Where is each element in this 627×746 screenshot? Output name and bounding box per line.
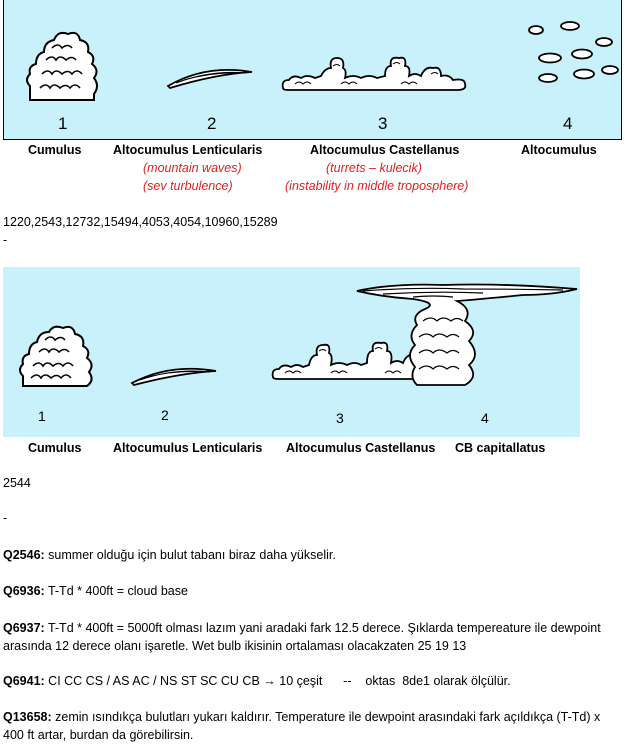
figure-number-2: 2 xyxy=(207,114,217,133)
question-id-single: 2544 xyxy=(3,476,31,490)
note-mountain-waves: (mountain waves) xyxy=(143,161,242,175)
lenticularis-drawing xyxy=(166,66,256,96)
answer-text: T-Td * 400ft = 5000ft olması lazım yani aradaki fark 12.5 derece. Şıklarda tempereature ile dewpoint arasında 12 derece olanı işaretle. Wet bulb ikisinin ortalaması olacakzaten 25 19 13 xyxy=(3,621,601,653)
question-code: Q6936: xyxy=(3,584,45,598)
cloud-figure-top xyxy=(3,0,622,140)
figure-number-1b: 1 xyxy=(38,408,46,424)
question-code: Q13658: xyxy=(3,710,52,724)
note-instability: (instability in middle troposphere) xyxy=(285,179,469,193)
separator-dash-2: - xyxy=(3,511,8,525)
cloud-figure-bottom xyxy=(3,267,580,437)
separator-dash: - xyxy=(3,233,8,247)
qa-item xyxy=(3,619,618,655)
label-cumulus-2: Cumulus xyxy=(28,441,82,455)
figure-number-4b: 4 xyxy=(481,410,489,426)
qa-item xyxy=(3,582,618,600)
label-castellanus: Altocumulus Castellanus xyxy=(310,143,460,157)
label-lenticularis: Altocumulus Lenticularis xyxy=(113,143,263,157)
answer-text: CI CC CS / AS AC / NS ST SC CU CB → 10 çeşit -- oktas 8de1 olarak ölçülür. xyxy=(44,674,511,688)
answer-text: T-Td * 400ft = cloud base xyxy=(44,584,188,598)
qa-item xyxy=(3,672,618,690)
label-castellanus-2: Altocumulus Castellanus xyxy=(286,441,436,455)
figure-number-2b: 2 xyxy=(161,407,169,423)
question-code: Q6941: xyxy=(3,674,45,688)
note-sev-turbulence: (sev turbulence) xyxy=(143,179,233,193)
figure-number-3: 3 xyxy=(378,114,388,133)
note-turrets: (turrets – kulecik) xyxy=(326,161,422,175)
cumulus-drawing xyxy=(22,24,102,104)
label-cumulus: Cumulus xyxy=(28,143,82,157)
question-code: Q2546: xyxy=(3,548,45,562)
castellanus-drawing xyxy=(281,54,471,94)
label-lenticularis-2: Altocumulus Lenticularis xyxy=(113,441,263,455)
cumulus-drawing-2 xyxy=(17,322,97,392)
lenticularis-drawing-2 xyxy=(130,365,220,391)
cb-capillatus-drawing xyxy=(353,281,583,411)
question-id-list: 1220,2543,12732,15494,4053,4054,10960,15289 xyxy=(3,215,278,229)
question-code: Q6937: xyxy=(3,621,45,635)
figure-number-1: 1 xyxy=(58,114,68,133)
qa-item xyxy=(3,546,618,564)
label-cb-capillatus: CB capitallatus xyxy=(455,441,546,455)
label-altocumulus: Altocumulus xyxy=(521,143,597,157)
altocumulus-drawing xyxy=(524,18,624,88)
answer-text: zemin ısındıkça bulutları yukarı kaldırır. Temperature ile dewpoint arasındaki fark açıldıkça (T-Td) x 400 ft artar, burdan da görebilirsin. xyxy=(3,710,601,742)
figure-number-4: 4 xyxy=(563,114,573,133)
qa-item xyxy=(3,708,618,744)
figure-number-3b: 3 xyxy=(336,410,344,426)
answer-text: summer olduğu için bulut tabanı biraz daha yükselir. xyxy=(44,548,336,562)
